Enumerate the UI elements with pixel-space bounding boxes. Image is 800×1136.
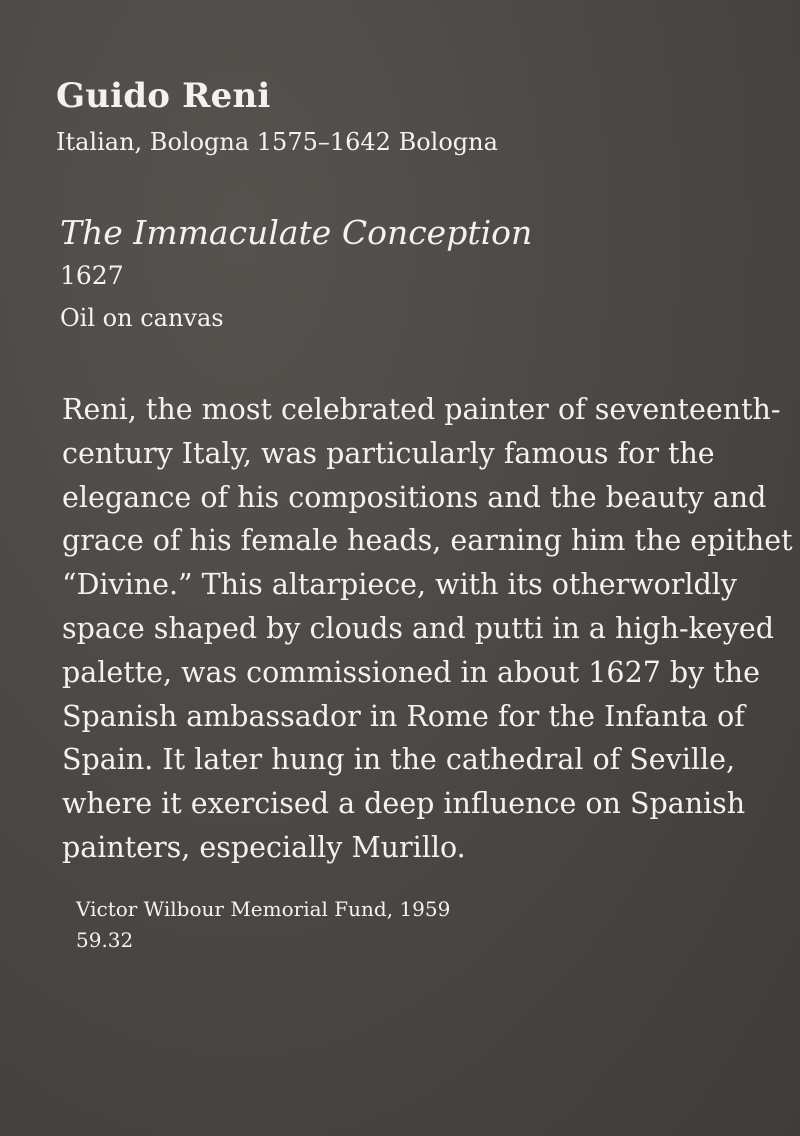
- description-line: palette, was commissioned in about 1627 by the: [62, 655, 760, 689]
- description-line: painters, especially Murillo.: [62, 830, 466, 864]
- artwork-title: The Immaculate Conception: [60, 213, 533, 252]
- artwork-date: 1627: [60, 261, 124, 290]
- description-line: space shaped by clouds and putti in a high-keyed: [62, 611, 775, 645]
- artwork-description: [62, 388, 793, 870]
- description-line: “Divine.” This altarpiece, with its otherworldly: [62, 568, 738, 602]
- description-line: where it exercised a deep influence on Spanish: [62, 787, 746, 821]
- accession-number: 59.32: [76, 928, 134, 952]
- description-line: century Italy, was particularly famous for the: [62, 436, 715, 470]
- credit-line: Victor Wilbour Memorial Fund, 1959: [76, 897, 451, 921]
- description-line: Spanish ambassador in Rome for the Infanta of: [62, 699, 745, 733]
- artist-nationality-dates: Italian, Bologna 1575–1642 Bologna: [56, 128, 498, 156]
- artist-name: Guido Reni: [56, 76, 271, 116]
- description-line: elegance of his compositions and the beauty and: [62, 480, 767, 514]
- description-line: Reni, the most celebrated painter of seventeenth-: [62, 393, 781, 426]
- description-line: Spain. It later hung in the cathedral of Seville,: [62, 743, 736, 777]
- description-line: grace of his female heads, earning him the epithet: [62, 524, 793, 558]
- artwork-medium: Oil on canvas: [60, 304, 224, 332]
